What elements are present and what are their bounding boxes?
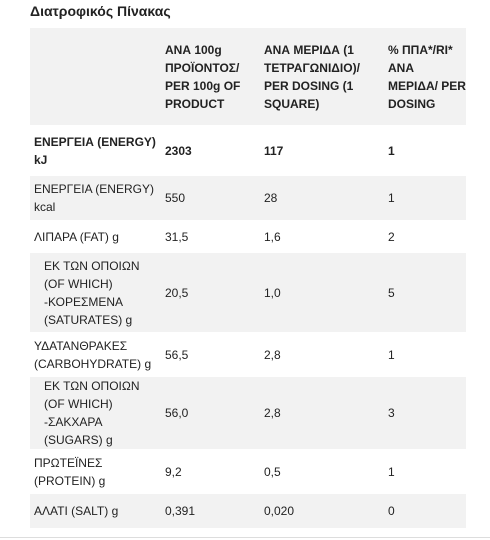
ri-percent-value: 1 [384, 176, 466, 221]
table-row [30, 253, 466, 333]
ri-percent-value: 3 [384, 377, 466, 450]
table-row [30, 221, 466, 253]
header-per-100g: ΑΝΑ 100g ΠΡΟΪΟΝΤΟΣ/ PER 100g OF PRODUCT [161, 28, 260, 126]
ri-percent-value: 5 [384, 253, 466, 333]
per-dosing-value: 2,8 [260, 333, 384, 377]
nutrient-label: ΑΛΑΤΙ (SALT) g [30, 494, 161, 528]
nutrient-label: ΕΚ ΤΩΝ ΟΠΟΙΩΝ (OF WHICH) -ΚΟΡΕΣΜΕΝΑ (SATURATES) g [30, 253, 161, 333]
per-dosing-value: 117 [260, 126, 384, 176]
nutrient-label: ΛΙΠΑΡΑ (FAT) g [30, 221, 161, 253]
ri-percent-value: 1 [384, 333, 466, 377]
bottom-divider [0, 537, 490, 538]
nutrition-table [30, 27, 466, 528]
table-row [30, 377, 466, 450]
nutrient-label: ΠΡΩΤΕΪΝΕΣ (PROTEIN) g [30, 450, 161, 494]
per-dosing-value: 1,0 [260, 253, 384, 333]
table-row [30, 450, 466, 494]
per-100g-value: 56,0 [161, 377, 260, 450]
ri-percent-value: 0 [384, 494, 466, 528]
page-title: Διατροφικός Πίνακας [30, 3, 171, 19]
header-ri-percent: % ΠΠΑ*/RI* ΑΝΑ ΜΕΡΙΔΑ/ PER DOSING [384, 28, 466, 126]
table-row [30, 126, 466, 176]
ri-percent-value: 1 [384, 126, 466, 176]
nutrient-label: ΕΚ ΤΩΝ ΟΠΟΙΩΝ (OF WHICH) -ΣΑΚΧΑΡΑ (SUGARS) g [30, 377, 161, 450]
table-header-row [30, 28, 466, 126]
nutrient-label: ΕΝΕΡΓΕΙΑ (ENERGY) kcal [30, 176, 161, 221]
per-100g-value: 20,5 [161, 253, 260, 333]
nutrient-label: ΕΝΕΡΓΕΙΑ (ENERGY) kJ [30, 126, 161, 176]
nutrient-label: ΥΔΑΤΑΝΘΡΑΚΕΣ (CARBOHYDRATE) g [30, 333, 161, 377]
table-row [30, 176, 466, 221]
per-dosing-value: 1,6 [260, 221, 384, 253]
per-100g-value: 2303 [161, 126, 260, 176]
per-100g-value: 0,391 [161, 494, 260, 528]
per-dosing-value: 2,8 [260, 377, 384, 450]
per-100g-value: 550 [161, 176, 260, 221]
table-row [30, 333, 466, 377]
per-100g-value: 9,2 [161, 450, 260, 494]
per-100g-value: 56,5 [161, 333, 260, 377]
ri-percent-value: 1 [384, 450, 466, 494]
per-dosing-value: 0,020 [260, 494, 384, 528]
per-dosing-value: 0,5 [260, 450, 384, 494]
header-per-dosing: ΑΝΑ ΜΕΡΙΔΑ (1 ΤΕΤΡΑΓΩΝΙΔΙΟ)/ PER DOSING (1 SQUARE) [260, 28, 384, 126]
header-nutrient [30, 28, 161, 126]
table-row [30, 494, 466, 528]
ri-percent-value: 2 [384, 221, 466, 253]
per-dosing-value: 28 [260, 176, 384, 221]
per-100g-value: 31,5 [161, 221, 260, 253]
